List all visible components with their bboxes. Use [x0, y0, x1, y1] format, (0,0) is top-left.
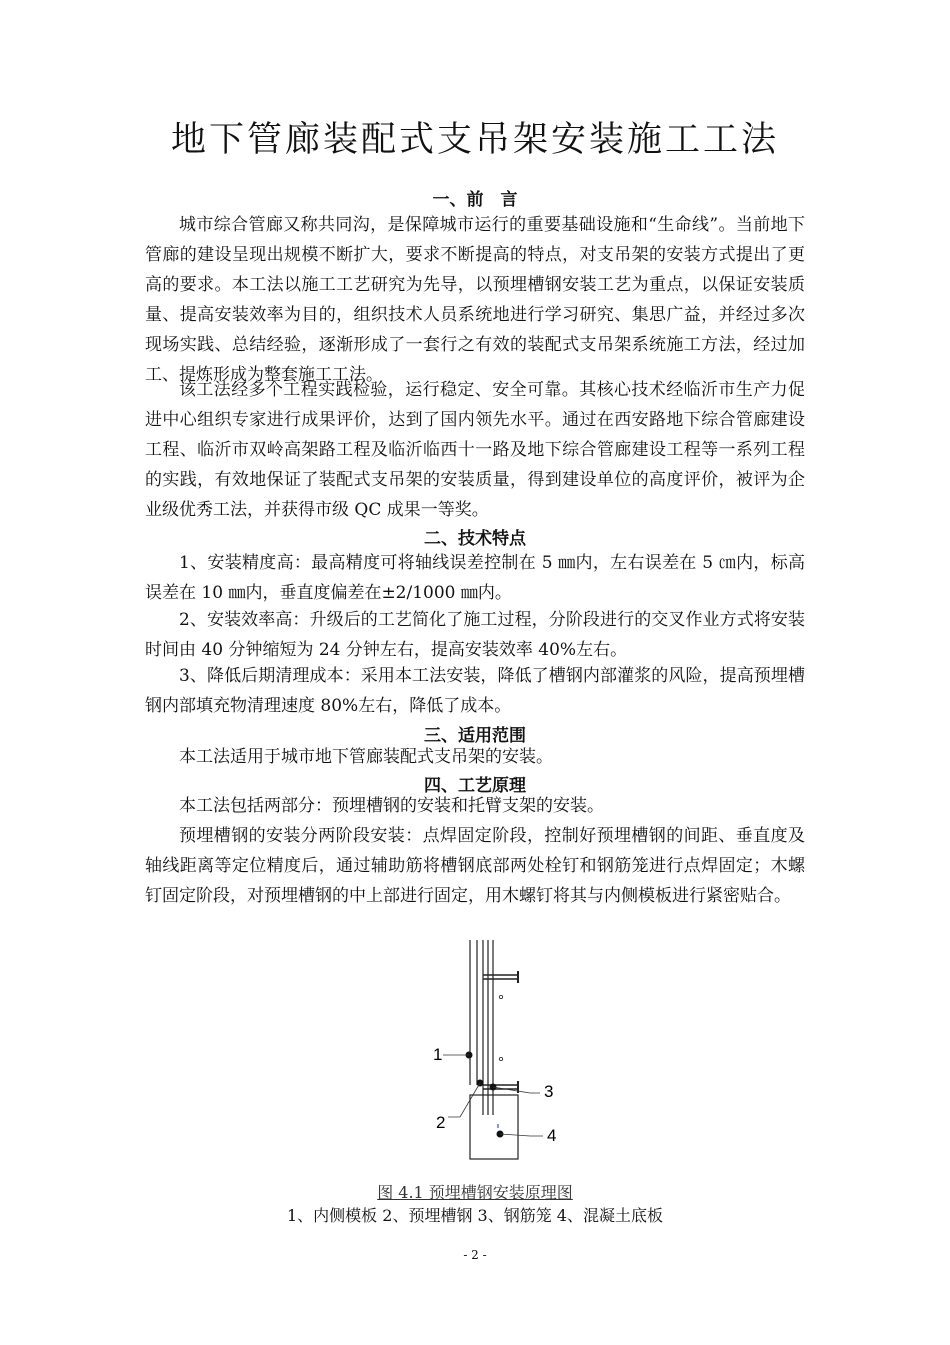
figure-caption-text: 图 4.1 预埋槽钢安装原理图 [377, 1183, 573, 1202]
figure-legend: 1、内侧模板 2、预埋槽钢 3、钢筋笼 4、混凝土底板 [287, 1206, 663, 1225]
principle-paragraph-1: 本工法包括两部分：预埋槽钢的安装和托臂支架的安装。 [179, 796, 604, 816]
section-heading-scope: 三、适用范围 [424, 726, 526, 746]
bolt-hole-lower [499, 1057, 502, 1060]
figure-label-1: 1 [433, 1045, 443, 1064]
scope-paragraph: 本工法适用于城市地下管廊装配式支吊架的安装。 [179, 747, 553, 767]
figure-label-3: 3 [544, 1082, 554, 1101]
concrete-base-plate [470, 1095, 518, 1159]
embedded-channel-diagram [420, 935, 580, 1165]
leader-line-2 [448, 1083, 480, 1117]
section-heading-preface: 一、前 言 [432, 190, 518, 210]
bolt-hole-upper [499, 995, 502, 998]
preface-paragraph-1: 城市综合管廊又称共同沟，是保障城市运行的重要基础设施和“生命线”。当前地下管廊的建设呈现出规模不断扩大，要求不断提高的特点，对支吊架的安装方式提出了更高的要求。本工法以施工工艺研究为先导，以预埋槽钢安装工艺为重点，以保证安装质量、提高安装效率为目的，组织技术人员系统地进行学习研究、集思广益，并经过多次现场实践、总结经验，逐渐形成了一套行之有效的装配式支吊架系统施工方法，经过加工、提炼形成为整套施工工法。 [145, 215, 805, 385]
preface-paragraph-2: 该工法经多个工程实践检验，运行稳定、安全可靠。其核心技术经临沂市生产力促进中心组织专家进行成果评价，达到了国内领先水平。通过在西安路地下综合管廊建设工程、临沂市双岭高架路工程及临沂临西十一路及地下综合管廊建设工程等一系列工程的实践，有效地保证了装配式支吊架的安装质量，得到建设单位的高度评价，被评为企业级优秀工法，并获得市级 QC 成果一等奖。 [145, 380, 805, 520]
section-heading-features: 二、技术特点 [424, 529, 526, 549]
feature-paragraph-2: 2、安装效率高：升级后的工艺简化了施工过程，分阶段进行的交叉作业方式将安装时间由 40 分钟缩短为 24 分钟左右，提高安装效率 40%左右。 [145, 610, 805, 660]
document-title: 地下管廊装配式支吊架安装施工工法 [170, 120, 779, 160]
figure-caption [0, 1180, 950, 1203]
principle-paragraph-2: 预埋槽钢的安装分两阶段安装：点焊固定阶段，控制好预埋槽钢的间距、垂直度及轴线距离等定位精度后，通过辅助筋将槽钢底部两处栓钉和钢筋笼进行点焊固定；木螺钉固定阶段，对预埋槽钢的中上部进行固定，用木螺钉将其与内侧模板进行紧密贴合。 [145, 826, 805, 906]
leader-line-4 [500, 1134, 543, 1136]
feature-paragraph-1: 1、安装精度高：最高精度可将轴线误差控制在 5 ㎜内，左右误差在 5 ㎝内，标高误差在 10 ㎜内，垂直度偏差在±2/1000 ㎜内。 [145, 553, 805, 603]
page-number: - 2 - [463, 1248, 487, 1262]
leader-line-3 [493, 1087, 540, 1093]
figure-label-2: 2 [436, 1113, 446, 1132]
section-heading-principle: 四、工艺原理 [424, 776, 526, 796]
figure-label-4: 4 [547, 1126, 557, 1145]
feature-paragraph-3: 3、降低后期清理成本：采用本工法安装，降低了槽钢内部灌浆的风险，提高预埋槽钢内部填充物清理速度 80%左右，降低了成本。 [145, 666, 805, 716]
